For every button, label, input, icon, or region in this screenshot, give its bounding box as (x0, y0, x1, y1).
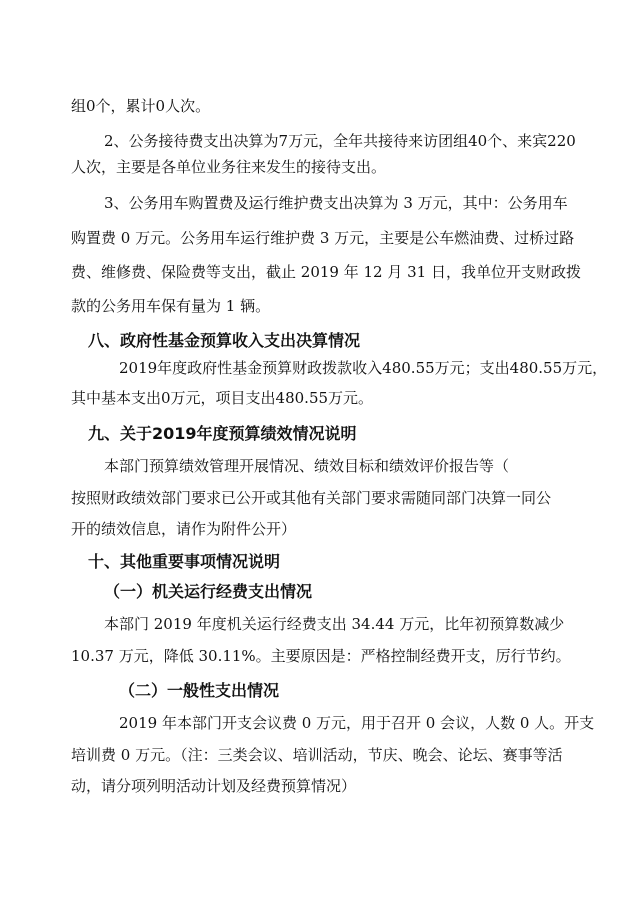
text-line: 10.37 万元，降低 30.11%。主要原因是：严格控制经费开支，厉行节约。 (71, 647, 571, 665)
text-line: 培训费 0 万元。（注：三类会议、培训活动，节庆、晚会、论坛、赛事等活 (71, 746, 563, 764)
text-line: 人次，主要是各单位业务往来发生的接待支出。 (71, 158, 387, 176)
text-line: 本部门 2019 年度机关运行经费支出 34.44 万元，比年初预算数减少 (104, 615, 565, 633)
section-heading: 九、关于2019年度预算绩效情况说明 (88, 424, 357, 443)
section-heading: 八、政府性基金预算收入支出决算情况 (88, 331, 361, 350)
text-line: 本部门预算绩效管理开展情况、绩效目标和绩效评价报告等（ (104, 457, 510, 475)
text-line: 组0个，累计0人次。 (71, 97, 211, 115)
subsection-heading: （一）机关运行经费支出情况 (104, 582, 313, 601)
text-line: 费、维修费、保险费等支出，截止 2019 年 12 月 31 日，我单位开支财政拨 (71, 263, 581, 281)
section-heading: 十、其他重要事项情况说明 (88, 552, 281, 571)
text-line: 款的公务用车保有量为 1 辆。 (71, 297, 271, 315)
subsection-heading: （二）一般性支出情况 (119, 681, 280, 700)
text-line: 2019 年本部门开支会议费 0 万元，用于召开 0 会议，人数 0 人。开支 (119, 714, 595, 732)
text-line: 2019年度政府性基金预算财政拨款收入480.55万元；支出480.55万元， (119, 359, 608, 377)
text-line: 开的绩效信息，请作为附件公开） (71, 520, 297, 538)
text-line: 其中基本支出0万元，项目支出480.55万元。 (71, 389, 374, 407)
text-line: 动，请分项列明活动计划及经费预算情况） (71, 777, 357, 795)
text-line: 3、公务用车购置费及运行维护费支出决算为 3 万元，其中：公务用车 (104, 194, 568, 212)
text-line: 2、公务接待费支出决算为7万元，全年共接待来访团组40个、来宾220 (104, 132, 576, 150)
text-line: 按照财政绩效部门要求已公开或其他有关部门要求需随同部门决算一同公 (71, 489, 552, 507)
text-line: 购置费 0 万元。公务用车运行维护费 3 万元，主要是公车燃油费、过桥过路 (71, 229, 575, 247)
